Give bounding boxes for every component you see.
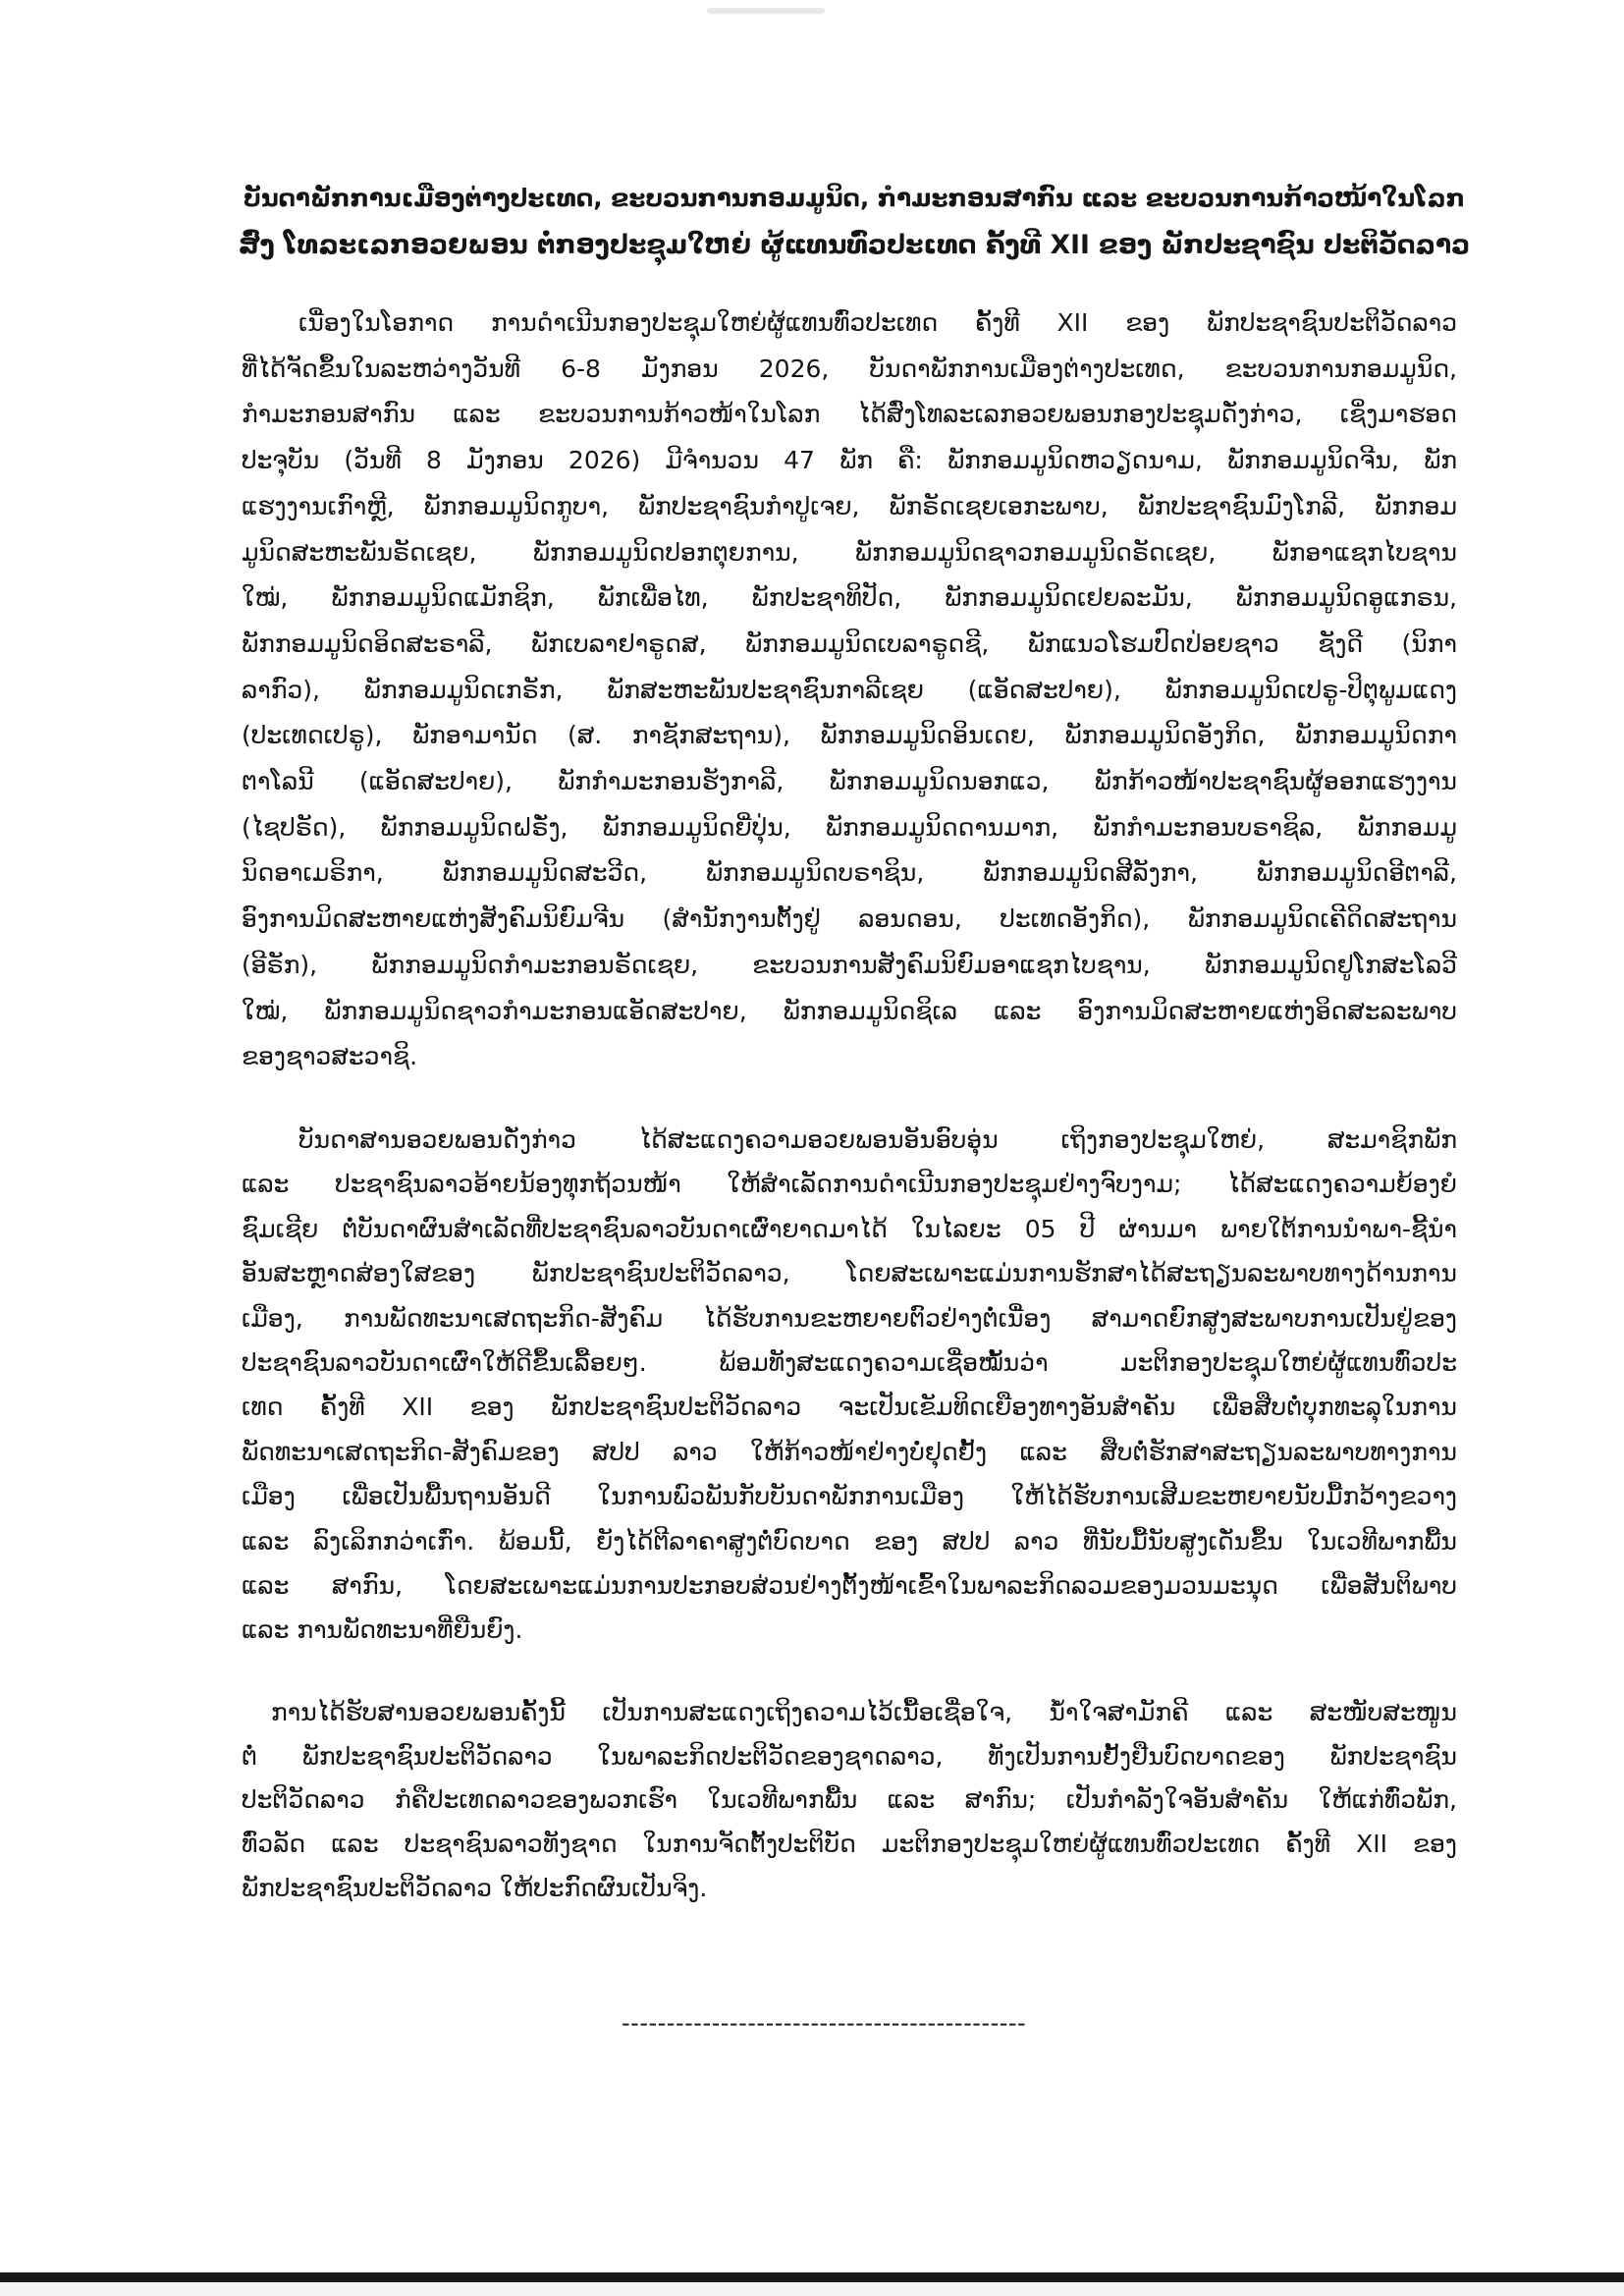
text-line: ພັກກອມມູນິດອິດສະຣາລີ, ພັກເບລາຢາຣູດສ, ພັກກອມມູນິດເບລາຣູດຊີ, ພັກແນວໂຮມປົດປ່ອຍຊາວ ຊັງດີ (ນິກາ [242,629,1457,658]
scan-edge [0,2272,1624,2282]
text-line: ເມືອງ ເພື່ອເປັນພື້ນຖານອັນດີ ໃນການພົວພັນກັບບັນດາພັກການເມືອງ ໃຫ້ໄດ້ຮັບການເສີມຂະຫຍາຍນັບມື້ກວ້າງຂວາງ [242,1482,1457,1511]
text-line: ພັກປະຊາຊົນປະຕິວັດລາວ ໃຫ້ປະກົດຜົນເປັນຈິງ. [242,1873,708,1902]
text-line: ຕໍ່ ພັກປະຊາຊົນປະຕິວັດລາວ ໃນພາລະກິດປະຕິວັດຂອງຊາດລາວ, ທັງເປັນການຢັ້ງຢືນບົດບາດຂອງ ພັກປະຊາຊົນ [242,1741,1457,1771]
text-line: ອົງການມິດສະຫາຍແຫ່ງສັງຄົມນິຍົມຈີນ (ສຳນັກງານຕັ້ງຢູ່ ລອນດອນ, ປະເທດອັງກິດ), ພັກກອມມູນິດເຄີດິດສະຖານ [242,904,1457,934]
paragraph-3 [242,1691,1457,1911]
text-line: ໃໝ່, ພັກກອມມູນິດຊາວກຳມະກອນແອັດສະປາຍ, ພັກກອມມູນິດຊິເລ ແລະ ອົງການມິດສະຫາຍແຫ່ງອິດສະລະພາບ [242,996,1457,1025]
text-line: ຕາໂລນີ (ແອັດສະປາຍ), ພັກກຳມະກອນຮັງກາລີ, ພັກກອມມູນິດນອກແວ, ພັກກ້າວໜ້າປະຊາຊົນຜູ້ອອກແຮງງານ [242,767,1457,796]
paragraph-1 [242,301,1457,1080]
paragraph-2 [242,1118,1457,1653]
text-line: ປະຊາຊົນລາວບັນດາເຜົ່າໃຫ້ດີຂຶ້ນເລື້ອຍໆ. ພ້ອມທັງສະແດງຄວາມເຊື່ອໝັ້ນວ່າ ມະຕິກອງປະຊຸມໃຫຍ່ຜູ້ແທນທົ່ວປະ [242,1348,1457,1378]
scan-mark [707,8,825,14]
text-line: ການໄດ້ຮັບສານອວຍພອນຄັ້ງນີ້ ເປັນການສະແດງເຖິງຄວາມໄວ້ເນື້ອເຊື່ອໃຈ, ນ້ຳໃຈສາມັກຄີ ແລະ ສະໜັບສະໜູນ [271,1698,1457,1726]
text-line: ທົ່ວລັດ ແລະ ປະຊາຊົນລາວທັງຊາດ ໃນການຈັດຕັ້ງປະຕິບັດ ມະຕິກອງປະຊຸມໃຫຍ່ຜູ້ແທນທົ່ວປະເທດ ຄັ້ງທີ XII ຂອງ [242,1830,1457,1859]
text-line: ທີ່ໄດ້ຈັດຂຶ້ນໃນລະຫວ່າງວັນທີ 6-8 ມັງກອນ 2026, ບັນດາພັກການເມືອງຕ່າງປະເທດ, ຂະບວນການກອມມູນິດ, [242,354,1457,383]
text-line: ບັນດາສານອວຍພອນດັ່ງກ່າວ ໄດ້ສະແດງຄວາມອວຍພອນອັນອົບອຸ່ນ ເຖິງກອງປະຊຸມໃຫຍ່, ສະມາຊິກພັກ [298,1125,1457,1154]
title-line: ສົ່ງ ໂທລະເລກອວຍພອນ ຕໍ່ກອງປະຊຸມໃຫຍ່ ຜູ້ແທນທົ່ວປະເທດ ຄັ້ງທີ XII ຂອງ ພັກປະຊາຊົນ ປະຕິວັດລາວ [238,230,1471,260]
scan-margin [0,2282,1624,2296]
text-line: ອັນສະຫຼາດສ່ອງໃສຂອງ ພັກປະຊາຊົນປະຕິວັດລາວ, ໂດຍສະເພາະແມ່ນການຮັກສາໄດ້ສະຖຽນລະພາບທາງດ້ານການ [242,1259,1457,1288]
text-line: (ໄຊປຣັດ), ພັກກອມມູນິດຝຣັ່ງ, ພັກກອມມູນິດຍີ່ປຸ່ນ, ພັກກອມມູນິດດານມາກ, ພັກກຳມະກອນບຣາຊິລ, ພັກກອມມູ [242,812,1457,842]
text-line: ລາກົວ), ພັກກອມມູນິດເກຣັກ, ພັກສະຫະພັນປະຊາຊົນກາລີເຊຍ (ແອັດສະປາຍ), ພັກກອມມູນິດເປຣູ-ປິຕຸພູມແດງ [242,675,1457,704]
text-line: ຊົມເຊີຍ ຕໍ່ບັນດາຜົນສຳເລັດທີ່ປະຊາຊົນລາວບັນດາເຜົ່າຍາດມາໄດ້ ໃນໄລຍະ 05 ປີ ຜ່ານມາ ພາຍໃຕ້ການນຳພາ-ຊີ້ນຳ [242,1214,1457,1243]
text-line: ມູນິດສະຫະພັນຣັດເຊຍ, ພັກກອມມູນິດປອກຕຸຍການ, ພັກກອມມູນິດຊາວກອມມູນິດຣັດເຊຍ, ພັກອາແຊກໄບຊານ [242,537,1457,567]
text-line: ພັດທະນາເສດຖະກິດ-ສັງຄົມຂອງ ສປປ ລາວ ໃຫ້ກ້າວໜ້າຢ່າງບໍ່ຢຸດຢັ້ງ ແລະ ສືບຕໍ່ຮັກສາສະຖຽນລະພາບທາງການ [242,1437,1457,1466]
text-line: ແຮງງານເກົາຫຼີ, ພັກກອມມູນິດກູບາ, ພັກປະຊາຊົນກຳປູເຈຍ, ພັກຣັດເຊຍເອກະພາບ, ພັກປະຊາຊົນມົງໂກລີ, ພັກກອມ [242,491,1457,520]
text-line: ເທດ ຄັ້ງທີ XII ຂອງ ພັກປະຊາຊົນປະຕິວັດລາວ ຈະເປັນເຂັມທິດເຍືອງທາງອັນສຳຄັນ ເພື່ອສືບຕໍ່ບຸກທະລຸໃນການ [242,1393,1457,1422]
text-line: ຂອງຊາວສະວາຊິ. [242,1042,418,1071]
text-line: ແລະ ປະຊາຊົນລາວອ້າຍນ້ອງທຸກຖ້ວນໜ້າ ໃຫ້ສຳເລັດການດຳເນີນກອງປະຊຸມຢ່າງຈົບງາມ; ໄດ້ສະແດງຄວາມຍ້ອງຍໍ [242,1170,1457,1199]
text-line: ແລະ ການພັດທະນາທີ່ຍືນຍົງ. [242,1615,523,1645]
text-line: ປະຈຸບັນ (ວັນທີ 8 ມັງກອນ 2026) ມີຈຳນວນ 47 ພັກ ຄື: ພັກກອມມູນິດຫວຽດນາມ, ພັກກອມມູນິດຈີນ, ພັກ [242,446,1457,475]
document-title [236,175,1473,269]
text-line: ແລະ ສາກົນ, ໂດຍສະເພາະແມ່ນການປະກອບສ່ວນຢ່າງຕັ້ງໜ້າເຂົ້າໃນພາລະກິດລວມຂອງມວນມະນຸດ ເພື່ອສັນຕິພາບ [242,1571,1457,1601]
text-line: (ປະເທດເປຣູ), ພັກອາມານັດ (ສ. ກາຊັກສະຖານ), ພັກກອມມູນິດອິນເດຍ, ພັກກອມມູນິດອັງກິດ, ພັກກອມມູນິດກາ [242,721,1457,750]
text-line: ປະຕິວັດລາວ ກໍຄືປະເທດລາວຂອງພວກເຮົາ ໃນເວທີພາກພື້ນ ແລະ ສາກົນ; ເປັນກຳລັງໃຈອັນສຳຄັນ ໃຫ້ແກ່ທົ່ວພັກ, [242,1785,1457,1815]
end-separator: --------------------------------------------- [622,2009,1027,2037]
text-line: (ອີຣັກ), ພັກກອມມູນິດກຳມະກອນຣັດເຊຍ, ຂະບວນການສັງຄົມນິຍົມອາແຊກໄບຊານ, ພັກກອມມູນິດຢູໂກສະໂລວີ [242,950,1457,979]
text-line: ເມືອງ, ການພັດທະນາເສດຖະກິດ-ສັງຄົມ ໄດ້ຮັບການຂະຫຍາຍຕົວຢ່າງຕໍ່ເນື່ອງ ສາມາດຍົກສູງສະພາບການເປັນຢູ່ຂອງ [242,1303,1457,1333]
text-line: ໃໝ່, ພັກກອມມູນິດແມັກຊິກ, ພັກເພື່ອໄທ, ພັກປະຊາທິປັດ, ພັກກອມມູນິດເຢຍລະມັນ, ພັກກອມມູນິດອູແກຣນ, [242,583,1457,613]
text-line: ກຳມະກອນສາກົນ ແລະ ຂະບວນການກ້າວໜ້າໃນໂລກ ໄດ້ສົ່ງໂທລະເລກອວຍພອນກອງປະຊຸມດັ່ງກ່າວ, ເຊິ່ງມາຮອດ [242,400,1457,429]
text-line: ແລະ ລົງເລິກກວ່າເກົ່າ. ພ້ອມນີ້, ຍັງໄດ້ຕີລາຄາສູງຕໍ່ບົດບາດ ຂອງ ສປປ ລາວ ທີ່ນັບມື້ນັບສູງເດັ່ນຂຶ້ນ ໃນເວທີພາກພື້ນ [242,1526,1457,1556]
text-line: ເນື່ອງໃນໂອກາດ ການດຳເນີນກອງປະຊຸມໃຫຍ່ຜູ້ແທນທົ່ວປະເທດ ຄັ້ງທີ XII ຂອງ ພັກປະຊາຊົນປະຕິວັດລາວ [298,308,1457,337]
text-line: ນິດອາເມຣິກາ, ພັກກອມມູນິດສະວີດ, ພັກກອມມູນິດບຣາຊິນ, ພັກກອມມູນິດສີລັງກາ, ພັກກອມມູນິດອີຕາລີ, [242,858,1457,888]
title-line: ບັນດາພັກການເມືອງຕ່າງປະເທດ, ຂະບວນການກອມມູນິດ, ກຳມະກອນສາກົນ ແລະ ຂະບວນການກ້າວໜ້າໃນໂລກ [244,184,1465,212]
